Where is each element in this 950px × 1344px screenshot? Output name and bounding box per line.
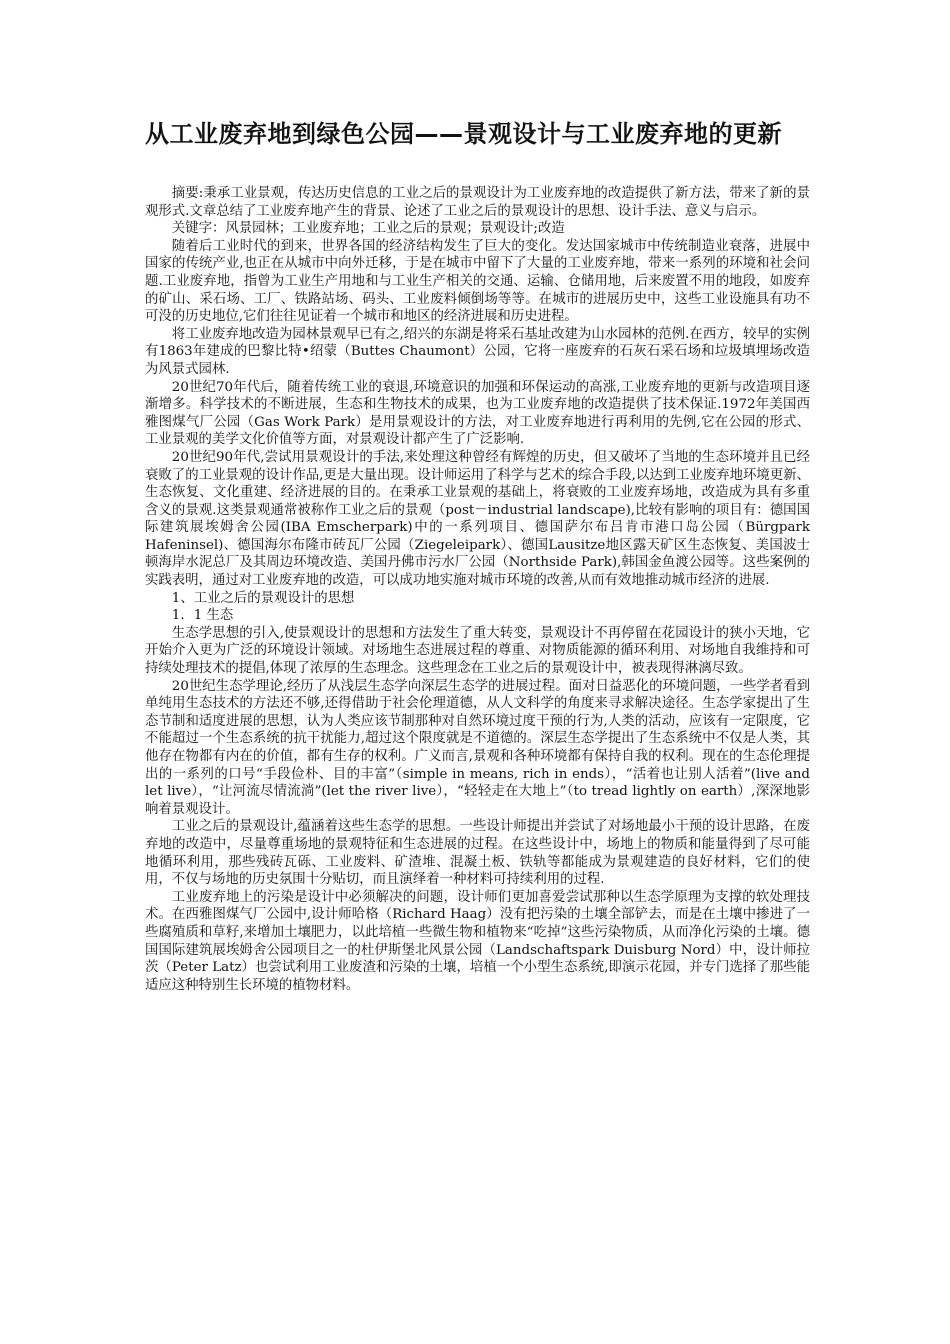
abstract-paragraph: 摘要:秉承工业景观，传达历史信息的工业之后的景观设计为工业废弃地的改造提供了新方法，带来了新的景观形式.文章总结了工业废弃地产生的背景、论述了工业之后的景观设计的思想、设计手法、意义与启示。	[145, 186, 810, 219]
body-paragraph: 生态学思想的引入,使景观设计的思想和方法发生了重大转变，景观设计不再停留在花园设计的狭小天地，它开始介入更为广泛的环境设计领域。对场地生态进展过程的尊重、对物质能源的循环利用、对场地自我维持和可持续处理技术的提倡,体现了浓厚的生态理念。这些理念在工业之后的景观设计中，被表现得淋漓尽致。	[145, 625, 810, 677]
body-paragraph: 20世纪90年代,尝试用景观设计的手法,来处理这种曾经有辉煌的历史，但又破坏了当地的生态环境并且已经衰败了的工业景观的设计作品,更是大量出现。设计师运用了科学与艺术的综合手段,以达到工业废弃地环境更新、生态恢复、文化重建、经济进展的目的。在秉承工业景观的基础上，将衰败的工业废弃场地，改造成为具有多重含义的景观.这类景观通常被称作工业之后的景观（post－industrial landscape),比较有影响的项目有：德国国际建筑展埃姆舍公园(IBA Emscherpark)中的一系列项目、德国萨尔布吕肯市港口岛公园（Bürgpark Hafeninsel)、德国海尔布隆市砖瓦厂公园（Ziegeleipark）、德国Lausitze地区露天矿区生态恢复、美国波士顿海岸水泥总厂及其周边环境改造、美国丹佛市污水厂公园（Northside Park),韩国金鱼渡公园等。这些案例的实践表明，通过对工业废弃地的改造，可以成功地实施对城市环境的改善,从而有效地推动城市经济的进展.	[145, 449, 810, 589]
keywords-paragraph: 关键字：风景园林；工业废弃地；工业之后的景观；景观设计;改造	[171, 221, 565, 237]
body-paragraph: 20世纪生态学理论,经历了从浅层生态学向深层生态学的进展过程。面对日益恶化的环境问题，一些学者看到单纯用生态技术的方法还不够,还得借助于社会伦理道德，从人文科学的角度来寻求解决途径。生态学家提出了生态节制和适度进展的思想，认为人类应该节制那种对自然环境过度干预的行为,人类的活动，应该有一定限度，它不能超过一个生态系统的抗干扰能力,超过这个限度就是不道德的。深层生态学提出了生态系统中不仅是人类，其他存在物都有内在的价值，都有生存的权利。广义而言,景观和各种环境都有保持自我的权利。现在的生态伦理提出的一系列的口号“手段俭朴、目的丰富”（simple in means, rich in ends），“活着也让别人活着”(live and let live），“让河流尽情流淌”(let the river live），“轻轻走在大地上”（to tread lightly on earth）,深深地影响着景观设计。	[145, 678, 810, 817]
body-paragraph: 将工业废弃地改造为园林景观早已有之,绍兴的东湖是将采石基址改建为山水园林的范例.在西方，较早的实例有1863年建成的巴黎比特•绍蒙（Buttes Chaumont）公园，它将一座废弃的石灰石采石场和垃圾填埋场改造为风景式园林.	[145, 326, 810, 377]
section-heading: 1、工业之后的景观设计的思想	[171, 590, 355, 606]
body-paragraph: 20世纪70年代后，随着传统工业的衰退,环境意识的加强和环保运动的高涨,工业废弃地的更新与改造项目逐渐增多。科学技术的不断进展，生态和生物技术的成果，也为工业废弃地的改造提供了技术保证.1972年美国西雅图煤气厂公园（Gas Work Park）是用景观设计的方法，对工业废弃地进行再利用的先例,它在公园的形式、工业景观的美学文化价值等方面，对景观设计都产生了广泛影响.	[145, 379, 810, 448]
body-paragraph: 随着后工业时代的到来，世界各国的经济结构发生了巨大的变化。发达国家城市中传统制造业衰落，进展中国家的传统产业,也正在从城市中向外迁移，于是在城市中留下了大量的工业废弃地，带来一系列的环境和社会问题.工业废弃地，指曾为工业生产用地和与工业生产相关的交通、运输、仓储用地，后来废置不用的地段，如废弃的矿山、采石场、工厂、铁路站场、码头、工业废料倾倒场等等。在城市的进展历史中，这些工业设施具有功不可没的历史地位,它们往往见证着一个城市和地区的经济进展和历史进程。	[145, 238, 810, 325]
body-paragraph: 工业废弃地上的污染是设计中必须解决的问题，设计师们更加喜爱尝试那种以生态学原理为支撑的软处理技术。在西雅图煤气厂公园中,设计师哈格（Richard Haag）没有把污染的土壤全部铲去，而是在土壤中掺进了一些腐殖质和草籽,来增加土壤肥力，以此培植一些微生物和植物来“吃掉”这些污染物质，从而净化污染的土壤。德国国际建筑展埃姆舍公园项目之一的杜伊斯堡北风景公园（Landschaftspark Duisburg Nord）中，设计师拉茨（Peter Latz）也尝试利用工业废渣和污染的土壤，培植一个小型生态系统,即演示花园，并专门选择了那些能适应这种特别生长环境的植物材料。	[145, 889, 810, 993]
subsection-heading: 1．1 生态	[171, 608, 234, 624]
document-body	[145, 185, 810, 994]
body-paragraph: 工业之后的景观设计,蕴涵着这些生态学的思想。一些设计师提出并尝试了对场地最小干预的设计思路，在废弃地的改造中，尽量尊重场地的景观特征和生态进展的过程。在这些设计中，场地上的物质和能量得到了尽可能地循环利用，那些残砖瓦砾、工业废料、矿渣堆、混凝土板、铁轨等都能成为景观建造的良好材料，它们的使用，不仅与场地的历史氛围十分贴切，而且演绎着一种材料可持续利用的过程.	[145, 819, 810, 888]
document-title: 从工业废弃地到绿色公园——景观设计与工业废弃地的更新	[145, 120, 782, 148]
document-page	[145, 118, 810, 994]
